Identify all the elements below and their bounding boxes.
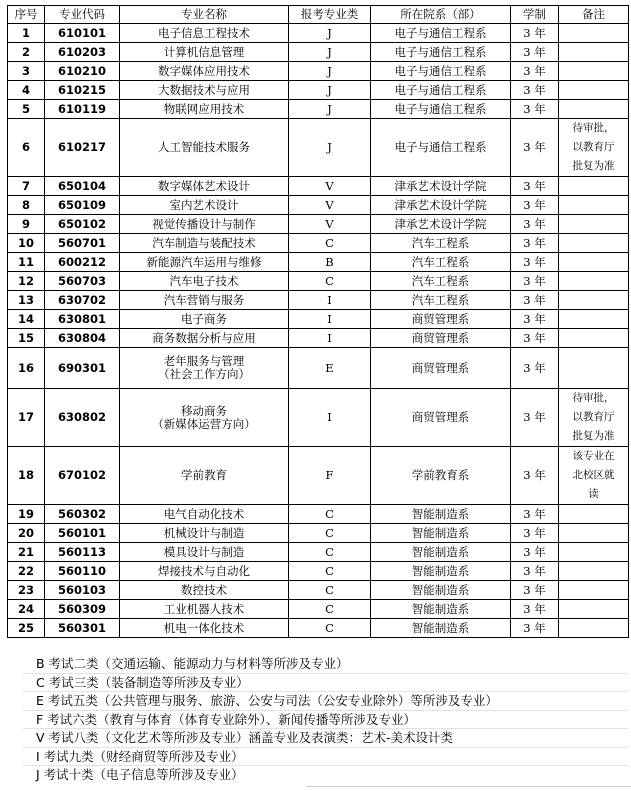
table-body: [8, 24, 629, 638]
cell-seq: 24: [8, 600, 45, 619]
table-row: [8, 234, 629, 253]
cell-name: [120, 119, 289, 177]
cell-duration: 3 年: [511, 600, 559, 619]
cell-category: F: [289, 447, 371, 505]
legend-line: V 考试八类（文化艺术等所涉及专业）涵盖专业及表演类：艺术-美术设计类: [23, 729, 628, 748]
cell-duration: 3 年: [511, 81, 559, 100]
table-row: [8, 119, 629, 177]
cell-seq: 13: [8, 291, 45, 310]
cell-dept: 汽车工程系: [371, 253, 511, 272]
cell-note-line: 待审批，: [572, 392, 615, 404]
cell-name-line: 汽车电子技术: [169, 273, 239, 288]
cell-name-line: 电子信息工程技术: [158, 25, 250, 40]
cell-code: 630802: [45, 389, 120, 447]
cell-note-line: 读: [588, 488, 599, 500]
cell-dept: 智能制造系: [371, 505, 511, 524]
header-code: 专业代码: [45, 6, 120, 24]
cell-dept: 电子与通信工程系: [371, 62, 511, 81]
cell-seq: 23: [8, 581, 45, 600]
cell-name-line: 人工智能技术服务: [158, 140, 250, 154]
cell-dept: 智能制造系: [371, 619, 511, 638]
cell-note: [559, 291, 629, 310]
cell-note: [559, 389, 629, 447]
cell-seq: 1: [8, 24, 45, 43]
cell-seq: 5: [8, 100, 45, 119]
table-row: [8, 291, 629, 310]
cell-seq: 11: [8, 253, 45, 272]
cell-code: 610217: [45, 119, 120, 177]
cell-category: C: [289, 562, 371, 581]
cell-note: [559, 524, 629, 543]
cell-note: [559, 253, 629, 272]
cell-note: [559, 62, 629, 81]
cell-note: [559, 215, 629, 234]
cell-category: J: [289, 24, 371, 43]
cell-dept: 汽车工程系: [371, 291, 511, 310]
cell-dept: 津承艺术设计学院: [371, 177, 511, 196]
cell-name-line: 商务数据分析与应用: [152, 330, 256, 345]
cell-category: C: [289, 600, 371, 619]
cell-duration: 3 年: [511, 505, 559, 524]
cell-name: [120, 581, 289, 600]
cell-seq: 12: [8, 272, 45, 291]
cell-name: [120, 272, 289, 291]
cell-category: V: [289, 215, 371, 234]
table-row: [8, 100, 629, 119]
cell-category: I: [289, 310, 371, 329]
cell-code: 560309: [45, 600, 120, 619]
cell-note: [559, 348, 629, 389]
cell-name-line: 数字媒体艺术设计: [158, 178, 250, 193]
table-row: [8, 310, 629, 329]
cell-name: [120, 329, 289, 348]
cell-note: [559, 196, 629, 215]
cell-note-line: 待审批，: [572, 122, 615, 134]
cell-note-line: 北校区就: [572, 469, 615, 481]
cell-seq: 8: [8, 196, 45, 215]
cell-code: 630801: [45, 310, 120, 329]
cell-category: J: [289, 100, 371, 119]
cell-note: [559, 119, 629, 177]
cell-dept: 智能制造系: [371, 524, 511, 543]
cell-note: [559, 81, 629, 100]
cell-code: 560301: [45, 619, 120, 638]
cell-category: C: [289, 524, 371, 543]
cell-code: 560103: [45, 581, 120, 600]
cell-duration: 3 年: [511, 389, 559, 447]
cell-code: 560110: [45, 562, 120, 581]
cell-duration: 3 年: [511, 177, 559, 196]
cell-dept: 电子与通信工程系: [371, 119, 511, 177]
cell-name-line: （新媒体运营方向）: [152, 416, 256, 431]
page-edge-divider: [306, 786, 631, 791]
cell-duration: 3 年: [511, 100, 559, 119]
cell-dept: 电子与通信工程系: [371, 81, 511, 100]
legend-line: B 考试二类（交通运输、能源动力与材料等所涉及专业）: [23, 655, 628, 674]
cell-seq: 3: [8, 62, 45, 81]
cell-name-line: 老年服务与管理: [163, 354, 245, 368]
table-row: [8, 447, 629, 505]
cell-dept: 津承艺术设计学院: [371, 196, 511, 215]
cell-name: [120, 81, 289, 100]
cell-note: [559, 543, 629, 562]
cell-name: [120, 177, 289, 196]
cell-dept: 电子与通信工程系: [371, 100, 511, 119]
cell-category: C: [289, 272, 371, 291]
header-category: 报考专业类: [289, 6, 371, 24]
cell-dept: 智能制造系: [371, 543, 511, 562]
cell-note-line: 批复为准: [572, 160, 615, 172]
cell-name: [120, 100, 289, 119]
cell-note: [559, 329, 629, 348]
cell-note: [559, 447, 629, 505]
table-row: [8, 348, 629, 389]
cell-duration: 3 年: [511, 348, 559, 389]
cell-category: C: [289, 581, 371, 600]
category-legend: [23, 655, 628, 784]
cell-code: 610210: [45, 62, 120, 81]
cell-duration: 3 年: [511, 43, 559, 62]
cell-name: [120, 562, 289, 581]
table-row: [8, 619, 629, 638]
cell-name-line: 移动商务: [181, 403, 227, 418]
cell-duration: 3 年: [511, 62, 559, 81]
cell-seq: 14: [8, 310, 45, 329]
cell-name: [120, 310, 289, 329]
cell-duration: 3 年: [511, 24, 559, 43]
cell-dept: 汽车工程系: [371, 272, 511, 291]
cell-code: 690301: [45, 348, 120, 389]
cell-note: [559, 272, 629, 291]
cell-code: 650104: [45, 177, 120, 196]
header-duration: 学制: [511, 6, 559, 24]
legend-line: C 考试三类（装备制造等所涉及专业）: [23, 674, 628, 693]
cell-note-line: 批复为准: [572, 430, 615, 442]
cell-dept: 智能制造系: [371, 600, 511, 619]
table-row: [8, 581, 629, 600]
cell-note: [559, 562, 629, 581]
cell-category: C: [289, 543, 371, 562]
cell-seq: 21: [8, 543, 45, 562]
cell-code: 560302: [45, 505, 120, 524]
legend-line: E 考试五类（公共管理与服务、旅游、公安与司法（公安专业除外）等所涉及专业）: [23, 692, 628, 711]
cell-category: C: [289, 619, 371, 638]
table-row: [8, 24, 629, 43]
cell-name-line: 物联网应用技术: [163, 101, 245, 116]
cell-note-line: 以教育厅: [572, 411, 615, 423]
cell-name: [120, 24, 289, 43]
cell-note-line: 以教育厅: [572, 141, 615, 153]
header-dept: 所在院系（部）: [371, 6, 511, 24]
cell-code: 560101: [45, 524, 120, 543]
cell-category: E: [289, 348, 371, 389]
cell-name: [120, 196, 289, 215]
cell-dept: 电子与通信工程系: [371, 43, 511, 62]
cell-seq: 18: [8, 447, 45, 505]
table-row: [8, 562, 629, 581]
cell-seq: 9: [8, 215, 45, 234]
cell-code: 610101: [45, 24, 120, 43]
cell-code: 650109: [45, 196, 120, 215]
cell-name-line: 焊接技术与自动化: [158, 563, 250, 578]
cell-seq: 7: [8, 177, 45, 196]
cell-name-line: 机械设计与制造: [163, 525, 245, 540]
cell-code: 610215: [45, 81, 120, 100]
cell-name-line: 计算机信息管理: [163, 44, 245, 59]
cell-seq: 4: [8, 81, 45, 100]
cell-category: J: [289, 81, 371, 100]
legend-line: I 考试九类（财经商贸等所涉及专业）: [23, 748, 628, 767]
cell-note: [559, 177, 629, 196]
cell-note: [559, 24, 629, 43]
cell-seq: 6: [8, 119, 45, 177]
cell-code: 610119: [45, 100, 120, 119]
cell-category: C: [289, 234, 371, 253]
cell-code: 600212: [45, 253, 120, 272]
cell-dept: 电子与通信工程系: [371, 24, 511, 43]
cell-category: J: [289, 43, 371, 62]
cell-duration: 3 年: [511, 543, 559, 562]
cell-name-line: 汽车制造与装配技术: [152, 235, 256, 250]
cell-duration: 3 年: [511, 619, 559, 638]
cell-note: [559, 234, 629, 253]
cell-dept: 学前教育系: [371, 447, 511, 505]
cell-seq: 16: [8, 348, 45, 389]
cell-seq: 19: [8, 505, 45, 524]
cell-duration: 3 年: [511, 291, 559, 310]
cell-dept: 汽车工程系: [371, 234, 511, 253]
table-row: [8, 389, 629, 447]
cell-duration: 3 年: [511, 310, 559, 329]
legend-line: F 考试六类（教育与体育（体育专业除外）、新闻传播等所涉及专业）: [23, 711, 628, 730]
cell-category: C: [289, 505, 371, 524]
cell-dept: 商贸管理系: [371, 389, 511, 447]
cell-dept: 智能制造系: [371, 562, 511, 581]
cell-name: [120, 389, 289, 447]
cell-duration: 3 年: [511, 581, 559, 600]
header-name: 专业名称: [120, 6, 289, 24]
cell-seq: 17: [8, 389, 45, 447]
table-row: [8, 253, 629, 272]
cell-name: [120, 291, 289, 310]
cell-name-line: 数字媒体应用技术: [158, 63, 250, 78]
cell-note: [559, 310, 629, 329]
cell-duration: 3 年: [511, 562, 559, 581]
cell-code: 670102: [45, 447, 120, 505]
cell-duration: 3 年: [511, 215, 559, 234]
cell-dept: 商贸管理系: [371, 310, 511, 329]
cell-name-line: 电气自动化技术: [163, 506, 245, 521]
cell-seq: 22: [8, 562, 45, 581]
cell-name: [120, 447, 289, 505]
cell-name: [120, 543, 289, 562]
cell-name-line: 数控技术: [181, 582, 227, 597]
cell-code: 630702: [45, 291, 120, 310]
table-row: [8, 600, 629, 619]
cell-seq: 25: [8, 619, 45, 638]
cell-category: B: [289, 253, 371, 272]
cell-category: I: [289, 291, 371, 310]
cell-dept: 津承艺术设计学院: [371, 215, 511, 234]
cell-category: J: [289, 62, 371, 81]
table-row: [8, 43, 629, 62]
cell-seq: 10: [8, 234, 45, 253]
majors-table: [7, 5, 629, 638]
cell-name-line: 大数据技术与应用: [158, 82, 250, 97]
cell-note: [559, 100, 629, 119]
table-row: [8, 329, 629, 348]
cell-code: 650102: [45, 215, 120, 234]
table-row: [8, 215, 629, 234]
cell-code: 630804: [45, 329, 120, 348]
cell-seq: 15: [8, 329, 45, 348]
cell-name-line: 电子商务: [181, 311, 227, 326]
cell-name: [120, 524, 289, 543]
table-row: [8, 524, 629, 543]
header-seq: 序号: [8, 6, 45, 24]
cell-note: [559, 619, 629, 638]
cell-note-line: 该专业在: [572, 450, 615, 462]
table-row: [8, 81, 629, 100]
cell-name-line: 机电一体化技术: [163, 620, 245, 635]
cell-code: 560701: [45, 234, 120, 253]
table-row: [8, 272, 629, 291]
cell-category: I: [289, 329, 371, 348]
cell-name-line: 新能源汽车运用与维修: [146, 254, 262, 269]
cell-name: [120, 505, 289, 524]
cell-name-line: 视觉传播设计与制作: [152, 216, 256, 231]
cell-note: [559, 505, 629, 524]
cell-note: [559, 600, 629, 619]
cell-name-line: （社会工作方向）: [158, 367, 250, 381]
cell-duration: 3 年: [511, 272, 559, 291]
cell-name: [120, 253, 289, 272]
cell-name: [120, 348, 289, 389]
legend-line: J 考试十类（电子信息等所涉及专业）: [36, 767, 244, 782]
cell-name: [120, 619, 289, 638]
cell-category: J: [289, 119, 371, 177]
cell-category: I: [289, 389, 371, 447]
cell-duration: 3 年: [511, 329, 559, 348]
cell-name: [120, 234, 289, 253]
cell-name: [120, 43, 289, 62]
cell-dept: 商贸管理系: [371, 329, 511, 348]
cell-code: 560113: [45, 543, 120, 562]
cell-code: 560703: [45, 272, 120, 291]
cell-note: [559, 581, 629, 600]
cell-dept: 商贸管理系: [371, 348, 511, 389]
cell-seq: 2: [8, 43, 45, 62]
table-header-row: [8, 6, 629, 24]
cell-name: [120, 600, 289, 619]
cell-dept: 智能制造系: [371, 581, 511, 600]
cell-name-line: 汽车营销与服务: [163, 292, 245, 307]
cell-duration: 3 年: [511, 234, 559, 253]
table-row: [8, 177, 629, 196]
cell-duration: 3 年: [511, 196, 559, 215]
header-note: 备注: [559, 6, 629, 24]
cell-name-line: 室内艺术设计: [169, 197, 239, 212]
table-row: [8, 62, 629, 81]
cell-name-line: 模具设计与制造: [163, 544, 245, 559]
table-row: [8, 543, 629, 562]
cell-duration: 3 年: [511, 447, 559, 505]
cell-name-line: 学前教育: [181, 468, 227, 482]
cell-category: V: [289, 177, 371, 196]
table-row: [8, 196, 629, 215]
table-row: [8, 505, 629, 524]
cell-duration: 3 年: [511, 253, 559, 272]
cell-name-line: 工业机器人技术: [163, 601, 245, 616]
cell-name: [120, 215, 289, 234]
cell-code: 610203: [45, 43, 120, 62]
cell-seq: 20: [8, 524, 45, 543]
cell-duration: 3 年: [511, 119, 559, 177]
cell-note: [559, 43, 629, 62]
cell-duration: 3 年: [511, 524, 559, 543]
cell-name: [120, 62, 289, 81]
cell-category: V: [289, 196, 371, 215]
